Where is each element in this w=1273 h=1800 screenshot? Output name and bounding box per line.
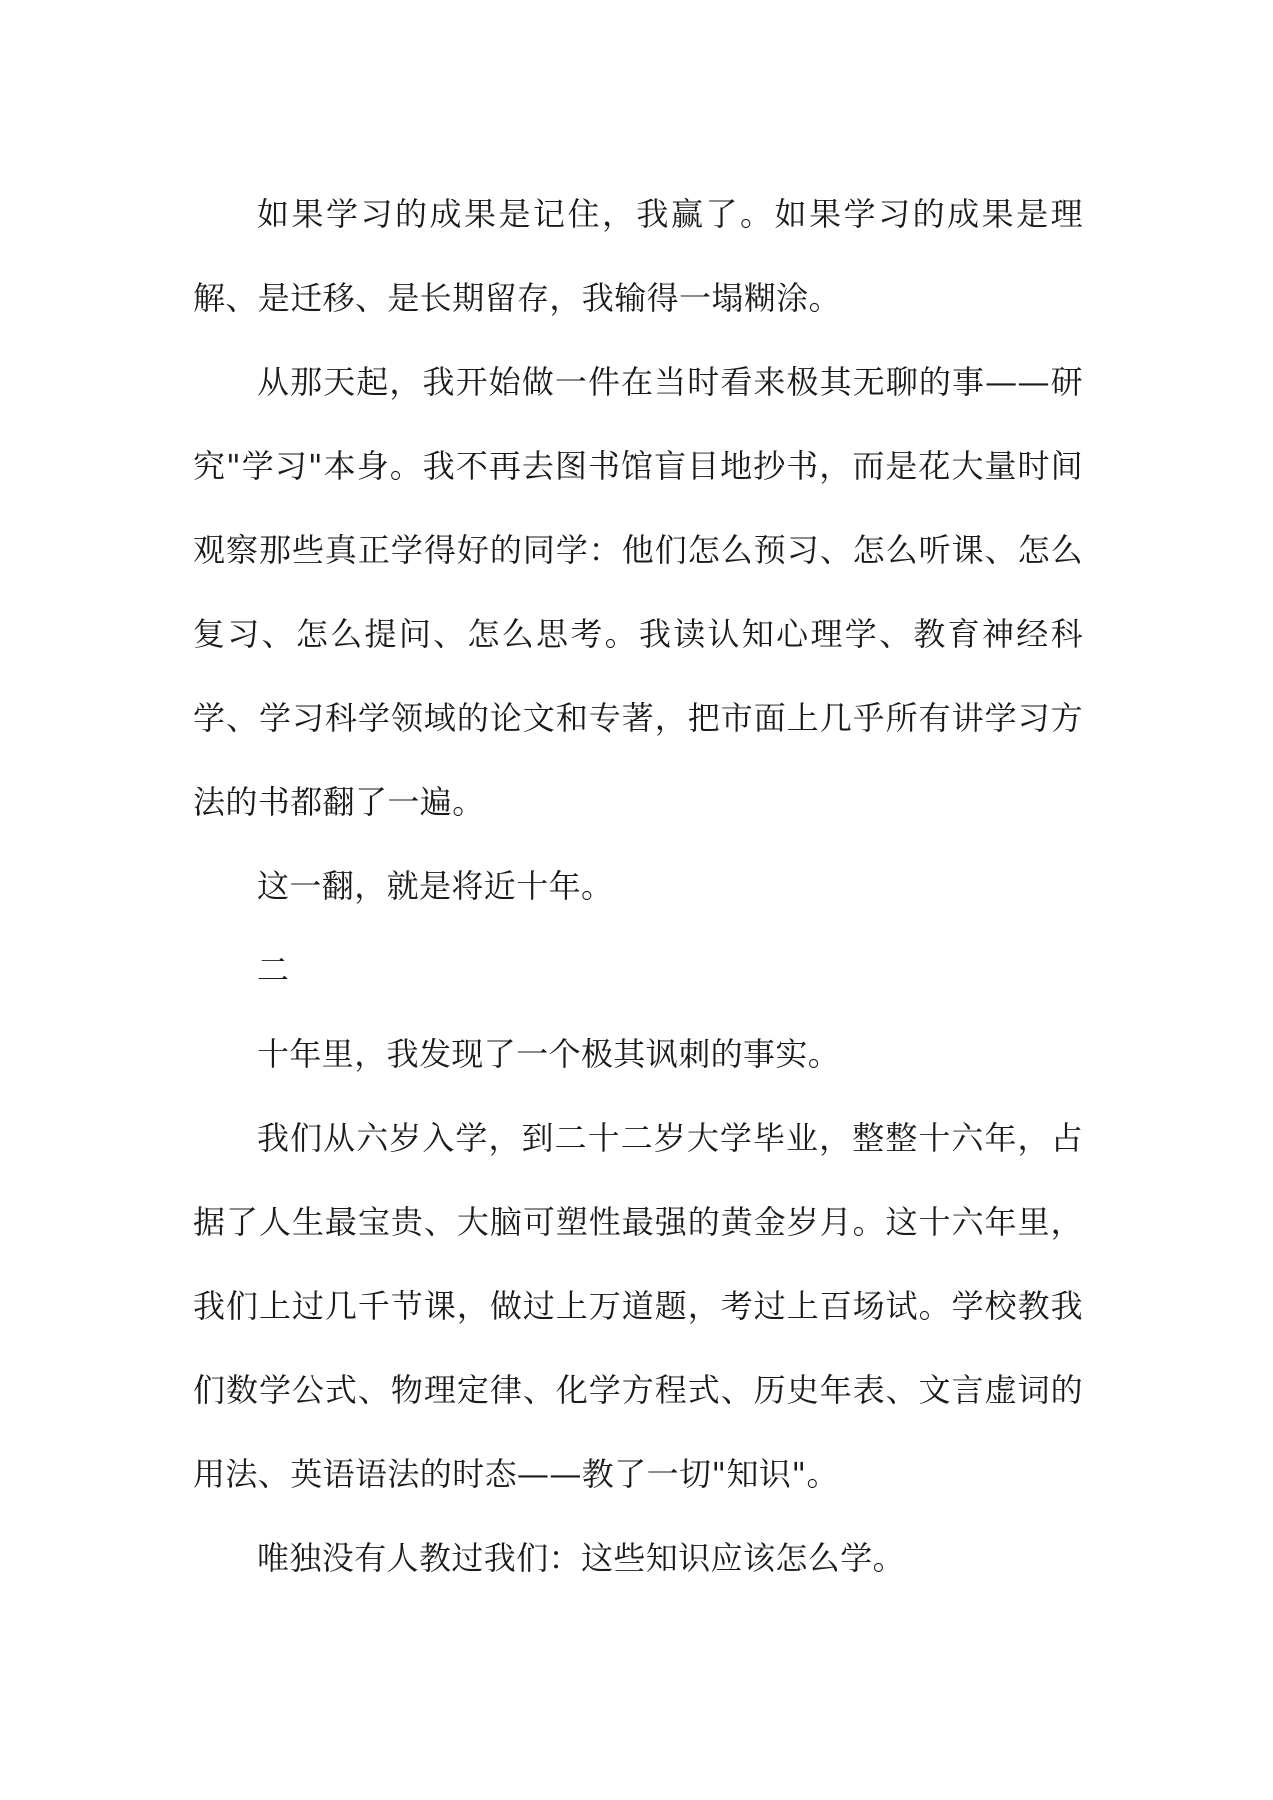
paragraph-2: 从那天起，我开始做一件在当时看来极其无聊的事——研究"学习"本身。我不再去图书馆盲目地抄书，而是花大量时间观察那些真正学得好的同学：他们怎么预习、怎么听课、怎么复习、怎么提问、怎么思考。我读认知心理学、教育神经科学、学习科学领域的论文和专著，把市面上几乎所有讲学习方法的书都翻了一遍。 [193,363,1083,821]
paragraph-6: 唯独没有人教过我们：这些知识应该怎么学。 [257,1539,906,1577]
paragraph-5: 我们从六岁入学，到二十二岁大学毕业，整整十六年，占据了人生最宝贵、大脑可塑性最强的黄金岁月。这十六年里，我们上过几千节课，做过上万道题，考过上百场试。学校教我们数学公式、物理定律、化学方程式、历史年表、文言虚词的用法、英语语法的时态——教了一切"知识"。 [193,1119,1083,1493]
paragraph-1: 如果学习的成果是记住，我赢了。如果学习的成果是理解、是迁移、是长期留存，我输得一塌糊涂。 [193,195,1083,317]
section-heading: 二 [257,951,290,989]
paragraph-4: 十年里，我发现了一个极其讽刺的事实。 [257,1035,841,1073]
document-body [193,172,1083,1600]
paragraph-3: 这一翻，就是将近十年。 [257,867,614,905]
